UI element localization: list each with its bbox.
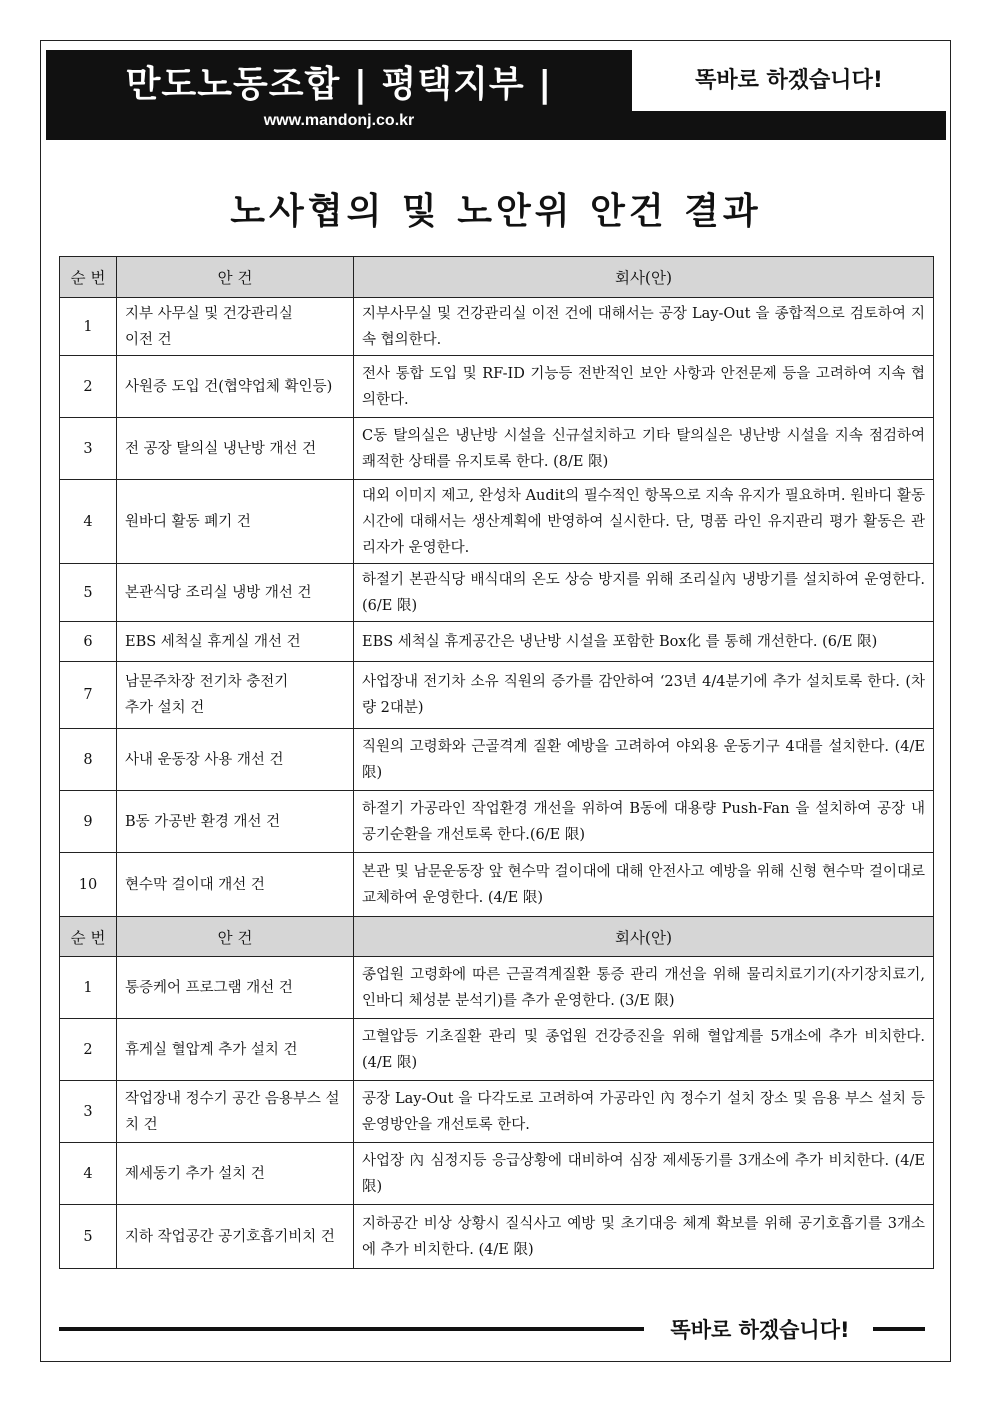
row-topic: 제세동기 추가 설치 건 xyxy=(117,1143,354,1205)
row-answer: 사업장 內 심정지등 응급상황에 대비하여 심장 제세동기를 3개소에 추가 비치한다. (4/E 限) xyxy=(354,1143,934,1205)
row-topic: 작업장내 정수기 공간 음용부스 설치 건 xyxy=(117,1081,354,1143)
header xyxy=(46,50,946,140)
column-header-topic: 안 건 xyxy=(117,257,354,298)
row-answer: C동 탈의실은 냉난방 시설을 신규설치하고 기타 탈의실은 냉난방 시설을 지속 점검하여 쾌적한 상태를 유지토록 한다. (8/E 限) xyxy=(354,418,934,480)
row-topic: B동 가공반 환경 개선 건 xyxy=(117,791,354,853)
website-url: www.mandonj.co.kr xyxy=(263,112,415,129)
agenda-table xyxy=(59,256,934,1269)
row-number: 1 xyxy=(60,957,117,1019)
table-header-row xyxy=(60,257,934,298)
table-row xyxy=(60,1081,934,1143)
row-answer: 종업원 고령화에 따른 근골격계질환 통증 관리 개선을 위해 물리치료기기(자기장치료기, 인바디 체성분 분석기)를 추가 운영한다. (3/E 限) xyxy=(354,957,934,1019)
row-number: 5 xyxy=(60,564,117,622)
row-topic: 통증케어 프로그램 개선 건 xyxy=(117,957,354,1019)
row-topic: 남문주차장 전기차 충전기 추가 설치 건 xyxy=(117,662,354,729)
row-answer: 직원의 고령화와 근골격계 질환 예방을 고려하여 야외용 운동기구 4대를 설치한다. (4/E 限) xyxy=(354,729,934,791)
footer-rule-right xyxy=(873,1327,925,1331)
table-row xyxy=(60,957,934,1019)
row-topic: 지부 사무실 및 건강관리실 이전 건 xyxy=(117,298,354,356)
table-row xyxy=(60,791,934,853)
row-answer: 지하공간 비상 상황시 질식사고 예방 및 초기대응 체계 확보를 위해 공기호흡기를 3개소에 추가 비치한다. (4/E 限) xyxy=(354,1205,934,1269)
row-topic: 원바디 활동 폐기 건 xyxy=(117,480,354,564)
row-number: 3 xyxy=(60,1081,117,1143)
row-number: 6 xyxy=(60,622,117,662)
column-header-answer: 회사(안) xyxy=(354,257,934,298)
table-row xyxy=(60,662,934,729)
row-topic: EBS 세척실 휴게실 개선 건 xyxy=(117,622,354,662)
row-number: 4 xyxy=(60,1143,117,1205)
row-number: 4 xyxy=(60,480,117,564)
footer-slogan: 똑바로 하겠습니다! xyxy=(670,1318,850,1342)
row-answer: 사업장내 전기차 소유 직원의 증가를 감안하여 ‘23년 4/4분기에 추가 설치토록 한다. (차량 2대분) xyxy=(354,662,934,729)
table-row xyxy=(60,418,934,480)
row-topic: 휴게실 혈압계 추가 설치 건 xyxy=(117,1019,354,1081)
row-answer: 하절기 본관식당 배식대의 온도 상승 방지를 위해 조리실內 냉방기를 설치하여 운영한다. (6/E 限) xyxy=(354,564,934,622)
row-answer: 고혈압등 기초질환 관리 및 종업원 건강증진을 위해 혈압계를 5개소에 추가 비치한다. (4/E 限) xyxy=(354,1019,934,1081)
row-answer: 본관 및 남문운동장 앞 현수막 걸이대에 대해 안전사고 예방을 위해 신형 현수막 걸이대로 교체하여 운영한다. (4/E 限) xyxy=(354,853,934,917)
table-row xyxy=(60,1019,934,1081)
table-row xyxy=(60,622,934,662)
header-strip xyxy=(632,111,946,140)
row-number: 5 xyxy=(60,1205,117,1269)
column-header-answer: 회사(안) xyxy=(354,917,934,957)
row-topic: 지하 작업공간 공기호흡기비치 건 xyxy=(117,1205,354,1269)
row-number: 3 xyxy=(60,418,117,480)
table-row xyxy=(60,853,934,917)
document-title: 노사협의 및 노안위 안건 결과 xyxy=(230,191,762,232)
row-answer: EBS 세척실 휴게공간은 냉난방 시설을 포함한 Box化 를 통해 개선한다. (6/E 限) xyxy=(354,622,934,662)
row-topic: 현수막 걸이대 개선 건 xyxy=(117,853,354,917)
footer-rule-left xyxy=(59,1327,644,1331)
table-header-row xyxy=(60,917,934,957)
table-row xyxy=(60,356,934,418)
row-number: 9 xyxy=(60,791,117,853)
row-number: 7 xyxy=(60,662,117,729)
row-answer: 전사 통합 도입 및 RF-ID 기능등 전반적인 보안 사항과 안전문제 등을 고려하여 지속 협의한다. xyxy=(354,356,934,418)
row-number: 8 xyxy=(60,729,117,791)
row-topic: 본관식당 조리실 냉방 개선 건 xyxy=(117,564,354,622)
row-topic: 사원증 도입 건(협약업체 확인등) xyxy=(117,356,354,418)
row-topic: 사내 운동장 사용 개선 건 xyxy=(117,729,354,791)
row-answer: 지부사무실 및 건강관리실 이전 건에 대해서는 공장 Lay-Out 을 종합적으로 검토하여 지속 협의한다. xyxy=(354,298,934,356)
row-number: 1 xyxy=(60,298,117,356)
table-row xyxy=(60,298,934,356)
column-header-num: 순 번 xyxy=(60,917,117,957)
union-name: 만도노동조합 | 평택지부 | xyxy=(125,64,553,105)
row-topic: 전 공장 탈의실 냉난방 개선 건 xyxy=(117,418,354,480)
table-row xyxy=(60,1205,934,1269)
table-row xyxy=(60,480,934,564)
row-number: 2 xyxy=(60,1019,117,1081)
row-answer: 대외 이미지 제고, 완성차 Audit의 필수적인 항목으로 지속 유지가 필요하며. 원바디 활동시간에 대해서는 생산계획에 반영하여 실시한다. 단, 명품 라인 유지관리 평가 활동은 관리자가 운영한다. xyxy=(354,480,934,564)
table-row xyxy=(60,564,934,622)
table-row xyxy=(60,1143,934,1205)
column-header-topic: 안 건 xyxy=(117,917,354,957)
header-slogan: 똑바로 하겠습니다! xyxy=(695,68,883,93)
row-number: 10 xyxy=(60,853,117,917)
row-answer: 공장 Lay-Out 을 다각도로 고려하여 가공라인 內 정수기 설치 장소 및 음용 부스 설치 등 운영방안을 개선토록 한다. xyxy=(354,1081,934,1143)
row-answer: 하절기 가공라인 작업환경 개선을 위하여 B동에 대용량 Push-Fan 을 설치하여 공장 내 공기순환을 개선토록 한다.(6/E 限) xyxy=(354,791,934,853)
row-number: 2 xyxy=(60,356,117,418)
table-row xyxy=(60,729,934,791)
column-header-num: 순 번 xyxy=(60,257,117,298)
